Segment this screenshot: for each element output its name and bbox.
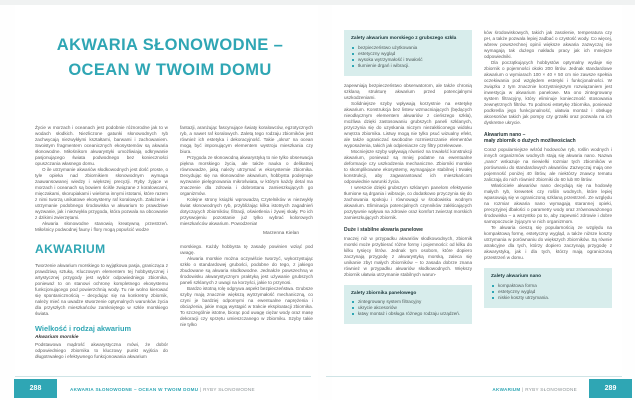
list-item: niskie koszty utrzymania. (491, 295, 605, 301)
advantages-box-thicker-glass (344, 30, 472, 76)
paragraph: ków środowiskowych, takich jak zasolenie, temperatura czy pH, a także pozwala lepiej zadbać o czystość wody. Co więcej, wbrew powszechnej opinii większe akwaria zazwyczaj nie wymagają tak dużego nakładu pracy jak ich mniejsze odpowiedniki. (484, 30, 612, 59)
paragraph: Tworzenie akwarium morskiego to wyjątkowa pasja, granicząca z prawdziwą sztuką. Kluczowym elementem tej hobbystycznej i artystycznej przygody jest wybór odpowiedniego zbiornika, ponieważ to on stanowi ochronę kompletnego ekosystemu funkcjonującego pod powierzchnią wody. Tu nie wolno kierować się spontanicznością – decydując się na konkretny zbiornik, należy mieć na uwadze stworzenie optymalnych warunków życia dla przyszłych mieszkańców zamkniętego w szkle morskiego świata. (35, 263, 168, 316)
subheading-nano (484, 132, 612, 144)
right-page-columns (344, 30, 612, 368)
page-number-badge: 289 (589, 379, 632, 398)
paragraph: Kolejne strony książki wprowadzą Czytelników w niezwykły świat słonowodnych ryb, przybliżając kilka istotnych zagadnień dotyczących zbiorników, filtracji, oświetlenia i żywej skały. Po ich przyswojeniu pozostanie już tylko wybrać kolorowych mieszkańców akwarium. Powodzenia! (180, 197, 313, 226)
chapter-title-line1: AKWARIA SŁONOWODNE – (56, 36, 284, 54)
subheading-nano-line2: mały zbiornik o dużych możliwościach (484, 138, 576, 144)
paragraph: Inaczej niż w przypadku akwariów słodkowodnych, zbiornik morski może przybierać różne formy i pojemności: od kilku do kilku tysięcy litrów. Jednak tym osobom, które dopiero zaczynają przygodę z akwarystyką morską, zaleca się unikanie zbyt małych zbiorników – to zasada dobrze znana również w przypadku akwariów słodkowodnych. Większy zbiornik ułatwia utrzymanie stabilnych warun- (344, 235, 472, 277)
list-item: tłumienie drgań i wibracji. (351, 63, 465, 69)
page-right (332, 5, 622, 400)
chapter-title-line2: OCEAN W TWOIM DOMU (68, 60, 272, 79)
left-column-1 (35, 125, 168, 365)
paragraph: Coraz popularniejsze wśród hodowców ryb, roślin wodnych i innych organizmów wodnych stają się akwaria nano. Nazwa „nano” wskazuje na niewielki rozmiar tych zbiorników w porównaniu do standardowych akwariów. Zazwyczaj mają one pojemność poniżej 40 litrów, ale niektórzy znawcy tematu zaliczają do nich również zbiorniki do 60 lub 80 litrów. (484, 147, 612, 182)
paragraph: I wreszcie dzięki grubszym szklanym panelom efektywnie tłumione są drgania i wibracje, co dodatkowo przyczynia się do zachowania spokoju i równowagi w środowisku wodnym akwarium. Eliminacja potencjalnych czynników zakłócających pozytywnie wpływa na zdrowie oraz komfort zwierząt morskich zamieszkujących zbiornik. (344, 184, 472, 220)
paragraph: zapewniają bezpieczeństwo obserwatorom, ale także chronią szklaną strukturę akwarium przed potencjalnymi uszkodzeniami. (344, 82, 472, 100)
list-item: zintegrowany system filtracyjny (351, 299, 465, 305)
subheading-nano-line1: Akwarium nano – (484, 132, 526, 138)
paragraph: Bardzo istotną rolę odgrywa aspekt bezpieczeństwa. Grubsze szyby mają znacznie większą wytrzymałość mechaniczną, co czyni je bardziej odpornymi na ewentualne naprężenia i obciążenia, jakie mogą wystąpić w trakcie eksploatacji zbiornika. To szczególnie istotne, biorąc pod uwagę ciężar wody oraz masę dekoracji czy sprzętu umieszczanego w zbiorniku. Szyby takie nie tylko (180, 286, 313, 327)
footer-chapter: AKWARIA SŁONOWODNE – OCEAN W TWOIM DOMU (70, 387, 199, 392)
advantages-box-nano (484, 268, 612, 308)
box-title: Zalety akwarium nano (491, 274, 542, 279)
advantages-list (351, 45, 465, 69)
list-item: kompaktowa forma (491, 283, 605, 289)
paragraph: Akwaria słonowodne stanowią kreatywną przestrzeń. Miłośnicy podwodnej fauny i flory mogą popuścić wodze (35, 221, 168, 232)
list-item: ukrycie akcesoriów (351, 305, 465, 311)
subheading-wielkosc: Wielkość i rodzaj akwarium (35, 324, 132, 333)
page-number-badge: 288 (14, 379, 57, 398)
list-item: łatwy montaż i obsługa różnego rodzaju urządzeń. (351, 311, 465, 317)
paragraph: Mocniejsze szyby wpływają również na trwałość konstrukcji akwarium, ponieważ są mniej podatne na ewentualne deformacje czy uszkodzenia mechaniczne. Zbiorniki morskie to skomplikowane ekosystemy, wymagające stabilnej i trwałej konstrukcji, aby zagwarantować ich mieszkańcom odpowiednie warunki życia. (344, 148, 472, 184)
footer-book-title: RYBY SŁONOWODNE (525, 387, 577, 392)
right-column-2 (484, 30, 612, 368)
subheading-akwarium-morskie: Akwarium morskie (35, 335, 79, 340)
list-item: bezpieczeństwo użytkowania (351, 45, 465, 51)
box-title: Zalety zbiornika panelowego (351, 290, 417, 296)
running-footer (492, 387, 577, 392)
paragraph: Życie w morzach i oceanach jest podobnie różnorodne jak to w wodach słodkich. Niezliczone gatunki słonowodnych ryb zachwycają niezwykłymi kształtami, barwami i zachowaniem. Swoistym fragmentem oceanicznych ekosystemów są akwaria słonowodne. Miłośnikom akwarystyki umożliwiają odkrywanie pasjonującego świata podwodnego bez konieczności opuszczania własnego domu. (35, 125, 168, 166)
paragraph: fantazji, aranżując fascynujące światy koralowców, egzotycznych ryb, a nawet raf koralowych. Zaletą tego rodzaju zbiorników jest również ich estetyka i dekoracyjność. Takie „okna” na ocean mogą być imponującym elementem wystroju mieszkania czy biura. (180, 125, 313, 154)
page-left (15, 5, 318, 400)
footer-separator: | (198, 387, 204, 392)
advantages-list (351, 299, 465, 317)
paragraph: Solidniejsze szyby wpływają korzystnie na estetykę akwarium. Konstrukcja bez listew wzmacniających (będących nieodłącznym elementem akwariów z cieńszego szkła), możliwa dzięki zastosowaniu grubszych paneli szklanych, przyczynia się do uzyskania niczym niezakłóconego widoku wnętrza zbiornika. Listwy mogą nie tylko psuć wizualny efekt, ale także ograniczać swobodne rozmieszczanie elementów wyposażenia, takich jak odpieniacze czy filtry przelewowe. (344, 100, 472, 148)
list-item: estetyczny wygląd (351, 51, 465, 57)
left-column-2 (180, 125, 313, 365)
footer-rule (326, 376, 622, 377)
footer-book-title: RYBY SŁONOWODNE (203, 387, 255, 392)
subheading-panelowe: Duże i stabilne akwaria panelowe (344, 226, 423, 233)
box-title: Zalety akwarium morskiego z grubszego szkła (351, 36, 457, 41)
paragraph: Przygoda ze słonowodną akwarystyką to nie tylko obserwacja piękna morskiego życia, ale także nauka o delikatnej równowadze, jaką należy utrzymać w ekosystemie zbiornika. Decydując się na słonowodne akwarium, hobbysta podejmuje wyzwanie pielęgnowania mikroświata, w którym każdy detal ma znaczenie dla zdrowia i dobrostanu zamieszkujących go organizmów. (180, 155, 313, 196)
left-page-columns (35, 125, 313, 365)
author-name: Marzenna Kielan (263, 231, 299, 236)
footer-rule (15, 376, 311, 377)
paragraph: morskiego. Każdy hobbysta tę zasadę powinien wziąć pod uwagę. (180, 244, 313, 255)
paragraph: Dla początkujących hobbystów optymalny wydaje się zbiornik o pojemności około 200 litrów. Jednak standardowe akwarium o wymiarach 100 × 40 × 50 cm nie zawsze spełnia oczekiwania pod względem estetyki i funkcjonalności. W związku z tym znacznie korzystniejszym rozwiązaniem jest inwestycja w akwarium panelowe. Ma ono zintegrowany system filtracyjny, który eliminuje konieczność stosowania zewnętrznych filtrów. To podnosi estetykę zbiornika, ponieważ podkreśla jego funkcjonalność, ułatwia montaż i obsługę akcesoriów takich jak pompy czy grzałki oraz pozwala na ich dyskretne ukrycie. (484, 60, 612, 125)
footer-chapter: AKWARIUM (492, 387, 521, 392)
paragraph: Właściciele akwariów nano decydują się na hodowlę małych ryb, krewetek czy roślin wodnych, które lepiej wpasowują się w ograniczoną szklaną przestrzeń. Ze względu na rozmiar akwaria nano wymagają starannej opieki, precyzyjnej dbałości o parametry wody oraz zrównoważonego środowiska – a wszystko po to, aby zapewnić zdrowie i dobre samopoczucie żyjącym w nich organizmom. (484, 183, 612, 224)
section-heading-akwarium: AKWARIUM (35, 242, 106, 256)
list-item: estetyczny wygląd (491, 289, 605, 295)
paragraph: Podstawowa mądrość akwarystyczna mówi, że dobór odpowiedniego zbiornika to kluczowy punkt wyjścia do długotrwałego i efektywnego funkcjonowania akwarium (35, 342, 168, 359)
running-footer (70, 387, 255, 392)
paragraph: O ile utrzymanie akwariów słodkowodnych jest dość proste, o tyle opieka nad zbiornikiem słonowodnym wymaga zaawansowanej wiedzy i większej precyzji. Ryby żyjące w morzach i oceanach są bowiem ściśle związane z koralowcami, mięczakami, skorupiakami i wieloma innymi istotami, które razem z nimi tworzą unikatowe ekosystemy raf koralowych. Założenie i utrzymanie podobnego środowiska w akwarium to prawdziwe wyzwanie, jak i niezwykła przygoda, która pozwala na obcowanie z dzikimi zwierzętami. (35, 167, 168, 220)
list-item: wysoka wytrzymałość i trwałość (351, 57, 465, 63)
right-column-1 (344, 30, 472, 368)
footer-separator: | (520, 387, 526, 392)
paragraph: Akwaria morskie można oczywiście tworzyć, wykorzystując szkło o standardowej grubości, podobne do tego, z jakiego zbudowane są akwaria słodkowodne. Jednakże powszechną w środowisku akwarystycznym praktyką jest używanie grubszych paneli szklanych z uwagi na korzyści, jakie to przynosi. (180, 256, 313, 285)
paragraph: Te akwaria cieszą się popularnością ze względu na kompaktową formę, estetyczny wygląd, a także niższe koszty utrzymania w porównaniu do większych zbiorników. Są równie atrakcyjne dla tych, którzy dopiero zaczynają przygodę z akwarystyką, jak i dla tych, którzy mają ograniczoną przestrzeń w domu. (484, 225, 612, 260)
advantages-list (491, 283, 605, 301)
advantages-box-panel-tank (344, 285, 472, 325)
chapter-title (45, 33, 295, 83)
